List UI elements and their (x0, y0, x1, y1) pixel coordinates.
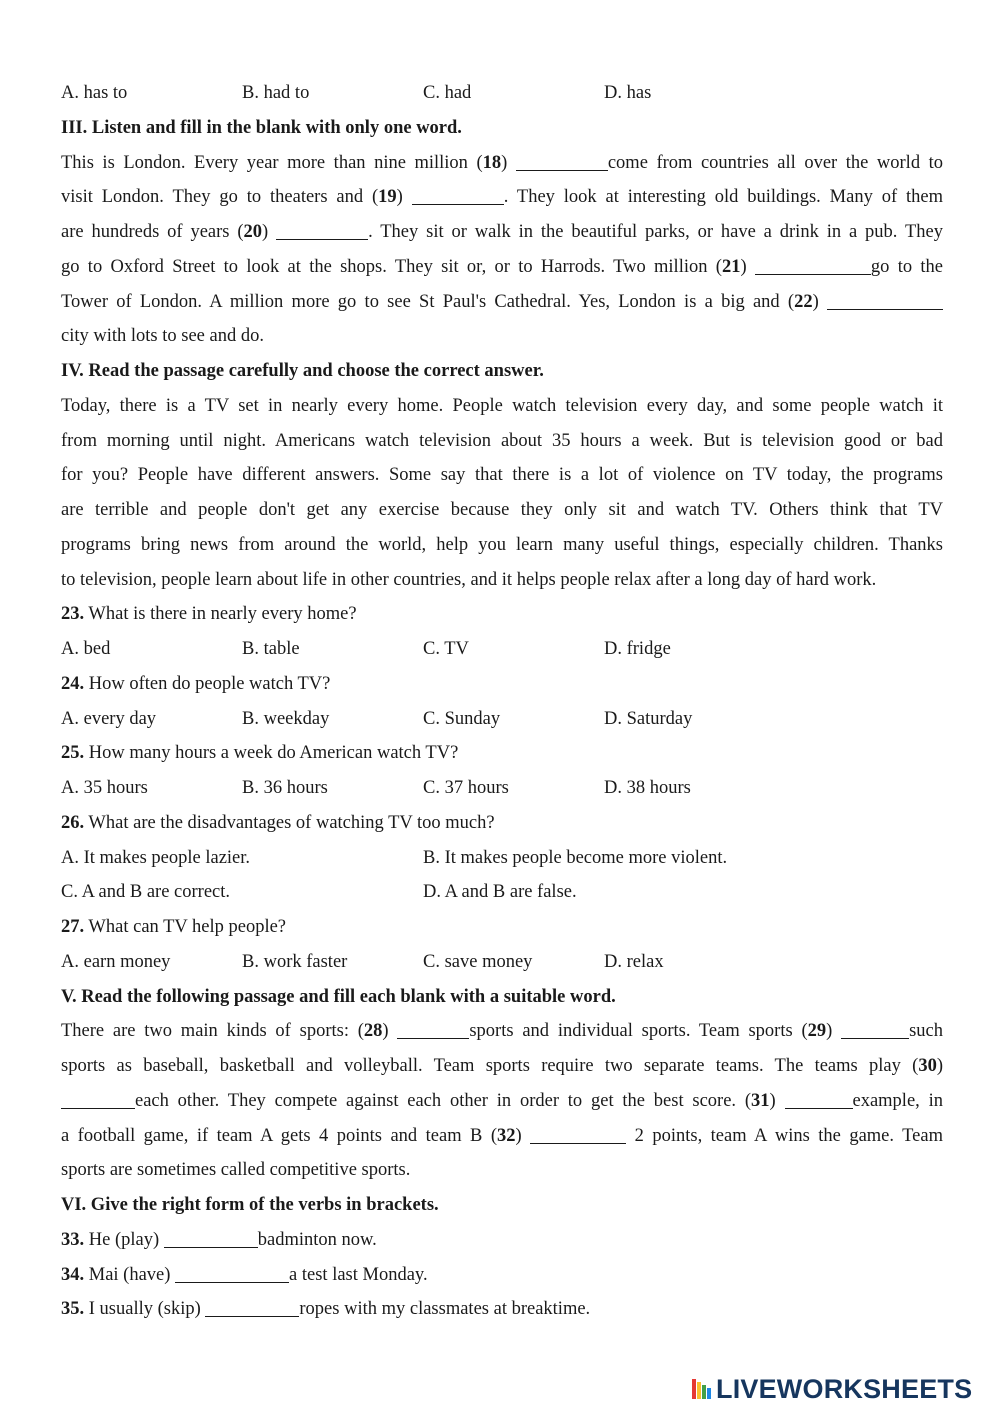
passage-line: to television, people learn about life in other countries, and it helps people relax after a long day of hard work. (61, 569, 877, 590)
section-5-line: sports as baseball, basketball and volleyball. Team sports require two separate teams. The teams play (30) (61, 1056, 943, 1076)
question-23: 23. What is there in nearly every home? (61, 604, 357, 625)
section-4-heading: IV. Read the passage carefully and choose the correct answer. (61, 361, 544, 381)
blank-31[interactable] (785, 1089, 853, 1109)
option-c[interactable]: C. Sunday (423, 708, 501, 729)
question-35: 35. I usually (skip) ropes with my classmates at breaktime. (61, 1299, 591, 1320)
liveworksheets-logo (692, 1374, 972, 1404)
option-d[interactable]: D. relax (604, 951, 664, 972)
logo-bar-green (702, 1385, 706, 1399)
blank-18[interactable] (516, 151, 608, 171)
blank-32[interactable] (530, 1124, 626, 1144)
option-a[interactable]: A. every day (61, 708, 157, 729)
section-3-line: This is London. Every year more than nine million (18) come from countries all over the world to (61, 152, 943, 173)
worksheet-page (61, 76, 943, 1327)
option-b[interactable]: B. had to (242, 83, 310, 103)
option-a[interactable]: A. bed (61, 639, 111, 659)
option-a[interactable]: A. 35 hours (61, 778, 148, 798)
question-26-options-row2 (61, 875, 943, 910)
option-b[interactable]: B. weekday (242, 708, 330, 729)
liveworksheets-logo-icon (692, 1377, 714, 1401)
blank-34[interactable] (175, 1263, 289, 1283)
section-3-line: visit London. They go to theaters and (19) . They look at interesting old buildings. Many of them (61, 187, 943, 208)
section-3-heading: III. Listen and fill in the blank with only one word. (61, 117, 462, 138)
section-3-line: are hundreds of years (20) . They sit or walk in the beautiful parks, or have a drink in a pub. They (61, 222, 943, 242)
option-d[interactable]: D. fridge (604, 639, 671, 659)
option-b[interactable]: B. 36 hours (242, 778, 328, 798)
logo-bar-yellow (697, 1382, 701, 1399)
option-c[interactable]: C. save money (423, 951, 533, 972)
option-d[interactable]: D. A and B are false. (423, 882, 577, 903)
question-26: 26. What are the disadvantages of watching TV too much? (61, 812, 495, 833)
question-33: 33. He (play) badminton now. (61, 1229, 377, 1250)
logo-bar-red (692, 1379, 696, 1399)
section-5-line: There are two main kinds of sports: (28) sports and individual sports. Team sports (29) such (61, 1021, 943, 1042)
option-b[interactable]: B. It makes people become more violent. (423, 847, 728, 868)
option-a[interactable]: A. It makes people lazier. (61, 847, 251, 868)
passage-line: Today, there is a TV set in nearly every home. People watch television every day, and some people watch it (61, 395, 943, 416)
option-c[interactable]: C. A and B are correct. (61, 882, 231, 903)
blank-29[interactable] (841, 1020, 909, 1040)
question-27: 27. What can TV help people? (61, 917, 287, 937)
section-3-line: Tower of London. A million more go to see St Paul's Cathedral. Yes, London is a big and (22) (61, 285, 943, 320)
section-5-line: each other. They compete against each other in order to get the best score. (31) example, in (61, 1084, 943, 1119)
option-a[interactable]: A. earn money (61, 951, 171, 972)
blank-20[interactable] (276, 221, 368, 241)
blank-19[interactable] (412, 186, 504, 206)
option-b[interactable]: B. table (242, 639, 300, 659)
question-34: 34. Mai (have) a test last Monday. (61, 1264, 428, 1285)
section-6-heading: VI. Give the right form of the verbs in brackets. (61, 1195, 439, 1215)
question-27-options (61, 945, 943, 980)
passage-line: from morning until night. Americans watch television about 35 hours a week. But is television good or bad (61, 430, 943, 451)
question-26-options-row1 (61, 841, 943, 876)
option-c[interactable]: C. had (423, 83, 472, 103)
blank-28[interactable] (397, 1020, 469, 1040)
option-c[interactable]: C. 37 hours (423, 778, 509, 798)
question-24-options (61, 702, 943, 737)
section-5-line: a football game, if team A gets 4 points and team B (32) 2 points, team A wins the game. Team (61, 1125, 943, 1146)
logo-bar-blue (707, 1388, 711, 1399)
section-3-line: city with lots to see and do. (61, 326, 264, 347)
blank-30[interactable] (61, 1089, 135, 1109)
option-d[interactable]: D. has (604, 83, 652, 103)
blank-22[interactable] (827, 290, 943, 310)
option-d[interactable]: D. Saturday (604, 708, 693, 729)
question-24: 24. How often do people watch TV? (61, 673, 331, 694)
option-d[interactable]: D. 38 hours (604, 778, 691, 798)
option-a[interactable]: A. has to (61, 83, 128, 103)
option-c[interactable]: C. TV (423, 639, 469, 659)
blank-33[interactable] (164, 1228, 258, 1248)
section-5-line: sports are sometimes called competitive sports. (61, 1160, 411, 1181)
passage-line: programs bring news from around the world, help you learn many useful things, especially children. Thanks (61, 534, 943, 555)
prev-question-options (61, 76, 943, 111)
section-5-heading: V. Read the following passage and fill each blank with a suitable word. (61, 986, 616, 1007)
logo-text: LIVEWORKSHEETS (716, 1373, 973, 1404)
blank-21[interactable] (755, 255, 871, 275)
question-25: 25. How many hours a week do American watch TV? (61, 743, 459, 764)
passage-line: are terrible and people don't get any exercise because they only sit and watch TV. Others think that TV (61, 500, 943, 520)
option-b[interactable]: B. work faster (242, 951, 348, 972)
blank-35[interactable] (205, 1298, 299, 1318)
question-23-options (61, 632, 943, 667)
question-25-options (61, 771, 943, 806)
passage-line: for you? People have different answers. Some say that there is a lot of violence on TV today, the programs (61, 465, 943, 486)
section-3-line: go to Oxford Street to look at the shops. They sit or, or to Harrods. Two million (21) go to the (61, 256, 943, 277)
